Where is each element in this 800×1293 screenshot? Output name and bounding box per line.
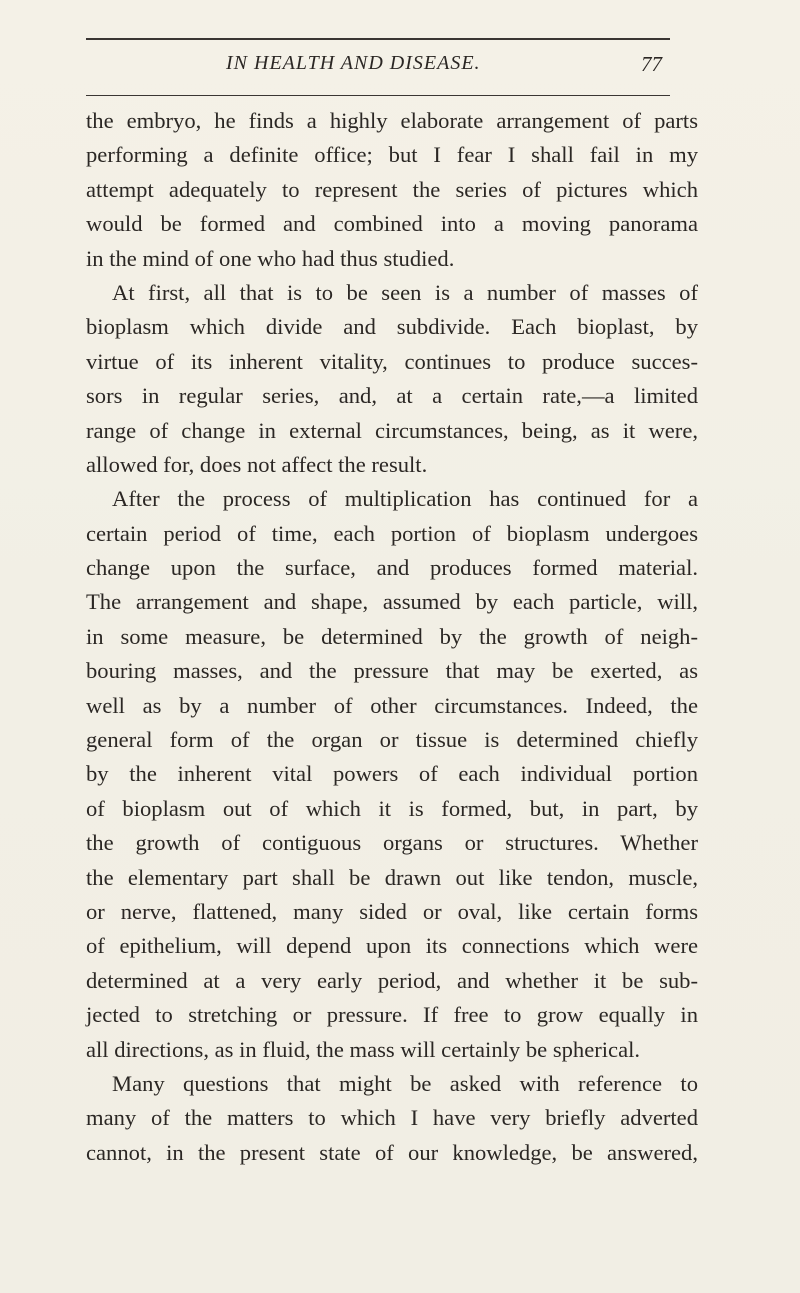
- text-line: determined at a very early period, and whether it be sub-: [86, 967, 698, 993]
- text-line: well as by a number of other circumstances. Indeed, the: [86, 692, 698, 718]
- page-number: 77: [641, 52, 662, 76]
- text-line: The arrangement and shape, assumed by each particle, will,: [86, 589, 698, 615]
- text-line: all directions, as in fluid, the mass will certainly be spherical.: [86, 1036, 641, 1062]
- header-bottom-rule: [86, 95, 670, 96]
- text-line: would be formed and combined into a moving panorama: [86, 211, 698, 237]
- text-line: many of the matters to which I have very briefly adverted: [86, 1105, 698, 1131]
- text-line: by the inherent vital powers of each individual portion: [86, 761, 698, 787]
- text-line: bioplasm which divide and subdivide. Each bioplast, by: [86, 314, 698, 340]
- running-head: [86, 52, 686, 92]
- text-line: performing a definite office; but I fear I shall fail in my: [86, 142, 698, 168]
- text-line: attempt adequately to represent the series of pictures which: [86, 176, 698, 202]
- text-line: of bioplasm out of which it is formed, but, in part, by: [86, 795, 698, 821]
- text-line: general form of the organ or tissue is determined chiefly: [86, 727, 698, 753]
- text-line: bouring masses, and the pressure that may be exerted, as: [86, 658, 698, 684]
- text-line: in the mind of one who had thus studied.: [86, 245, 455, 271]
- text-line: of epithelium, will depend upon its connections which were: [86, 933, 698, 959]
- text-line: or nerve, flattened, many sided or oval, like certain forms: [86, 898, 698, 924]
- text-line: the growth of contiguous organs or structures. Whether: [86, 830, 698, 856]
- text-line: in some measure, be determined by the growth of neigh-: [86, 623, 698, 649]
- text-line: jected to stretching or pressure. If free to grow equally in: [86, 1002, 698, 1028]
- text-line: At first, all that is to be seen is a number of masses of: [112, 279, 698, 305]
- text-line: virtue of its inherent vitality, continues to produce succes-: [86, 348, 698, 374]
- text-line: After the process of multiplication has continued for a: [112, 486, 698, 512]
- text-line: certain period of time, each portion of bioplasm undergoes: [86, 520, 698, 546]
- header-top-rule: [86, 38, 670, 40]
- body-text: [86, 104, 698, 1170]
- text-line: Many questions that might be asked with reference to: [112, 1070, 698, 1096]
- text-line: range of change in external circumstances, being, as it were,: [86, 417, 698, 443]
- text-line: cannot, in the present state of our knowledge, be answered,: [86, 1139, 698, 1165]
- running-head-title: IN HEALTH AND DISEASE.: [226, 52, 481, 74]
- text-line: allowed for, does not affect the result.: [86, 451, 428, 477]
- text-line: the elementary part shall be drawn out like tendon, muscle,: [86, 864, 698, 890]
- text-line: the embryo, he finds a highly elaborate arrangement of parts: [86, 108, 698, 133]
- text-line: sors in regular series, and, at a certain rate,—a limited: [86, 383, 698, 409]
- text-line: change upon the surface, and produces formed material.: [86, 555, 698, 581]
